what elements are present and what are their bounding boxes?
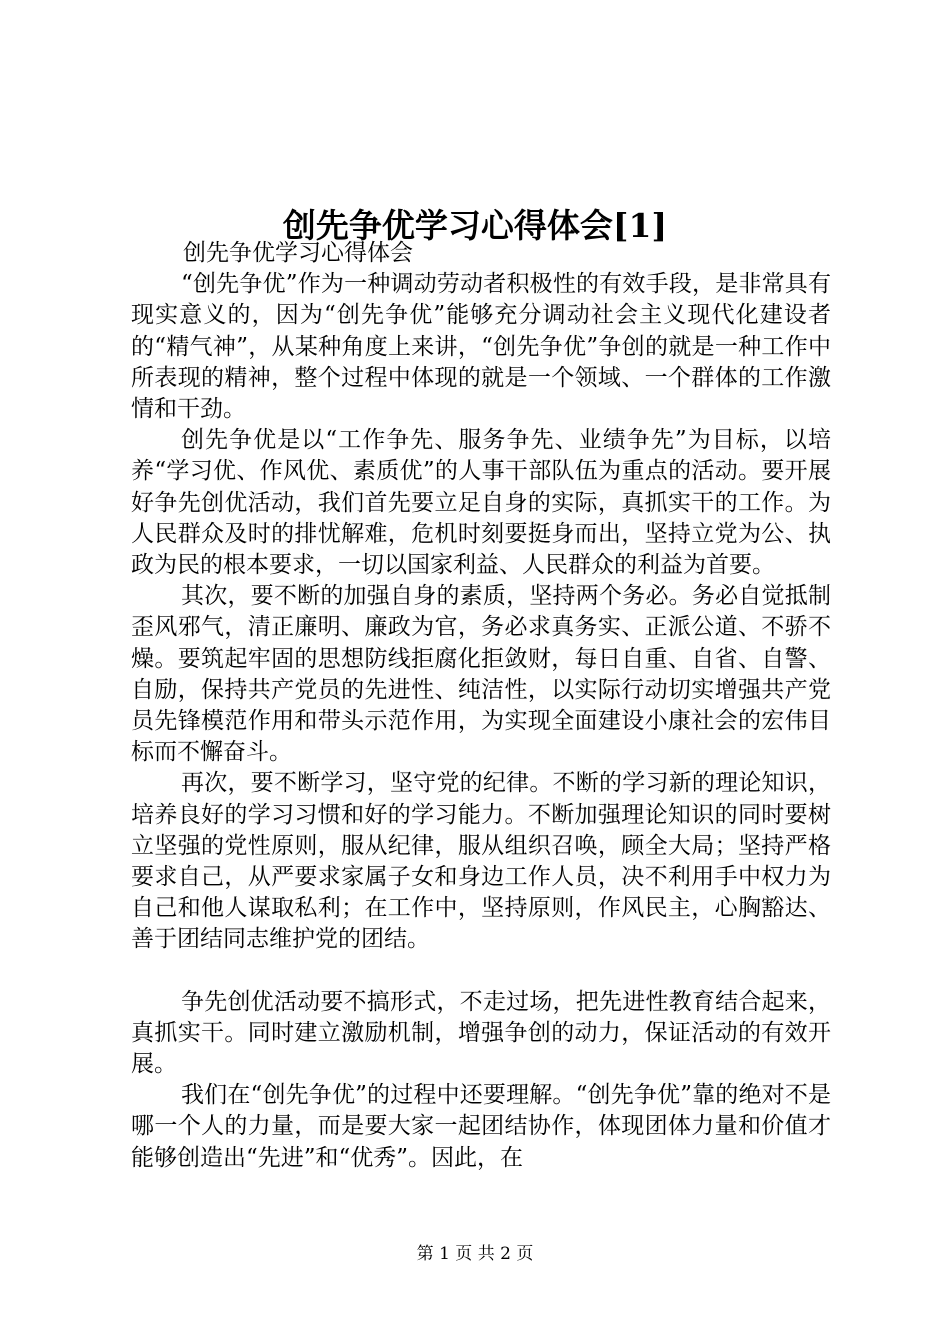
paragraph: 我们在“创先争优”的过程中还要理解。“创先争优”靠的绝对不是哪一个人的力量，而是要大家一起团结协作，体现团体力量和价值才能够创造出“先进”和“优秀”。因此，在 (131, 1082, 831, 1171)
document-title: 创先争优学习心得体会[1] (282, 206, 668, 246)
paragraph: 创先争优是以“工作争先、服务争先、业绩争先”为目标，以培养“学习优、作风优、素质优”的人事干部队伍为重点的活动。要开展好争先创优活动，我们首先要立足自身的实际，真抓实干的工作。为人民群众及时的排忧解难，危机时刻要挺身而出，坚持立党为公、执政为民的根本要求，一切以国家利益、人民群众的利益为首要。 (131, 427, 831, 579)
paragraph: 争先创优活动要不搞形式，不走过场，把先进性教育结合起来，真抓实干。同时建立激励机制，增强争创的动力，保证活动的有效开展。 (131, 988, 831, 1078)
page-number-footer: 第 1 页 共 2 页 (416, 1244, 534, 1264)
paragraph-subtitle: 创先争优学习心得体会 (183, 240, 413, 266)
document-body (131, 238, 831, 1174)
paragraph: 其次，要不断的加强自身的素质，坚持两个务必。务必自觉抵制歪风邪气，清正廉明、廉政为官，务必求真务实、正派公道、不骄不燥。要筑起牢固的思想防线拒腐化拒敛财，每日自重、自省、自警、自励，保持共产党员的先进性、纯洁性，以实际行动切实增强共产党员先锋模范作用和带头示范作用，为实现全面建设小康社会的宏伟目标而不懈奋斗。 (131, 583, 831, 766)
paragraph: 再次，要不断学习，坚守党的纪律。不断的学习新的理论知识，培养良好的学习习惯和好的学习能力。不断加强理论知识的同时要树立坚强的党性原则，服从纪律，服从组织召唤，顾全大局；坚持严格要求自己，从严要求家属子女和身边工作人员，决不利用手中权力为自己和他人谋取私利；在工作中，坚持原则，作风民主，心胸豁达、善于团结同志维护党的团结。 (131, 770, 831, 953)
paragraph: “创先争优”作为一种调动劳动者积极性的有效手段，是非常具有现实意义的，因为“创先争优”能够充分调动社会主义现代化建设者的“精气神”，从某种角度上来讲，“创先争优”争创的就是一种工作中所表现的精神，整个过程中体现的就是一个领域、一个群体的工作激情和干劲。 (131, 271, 831, 423)
